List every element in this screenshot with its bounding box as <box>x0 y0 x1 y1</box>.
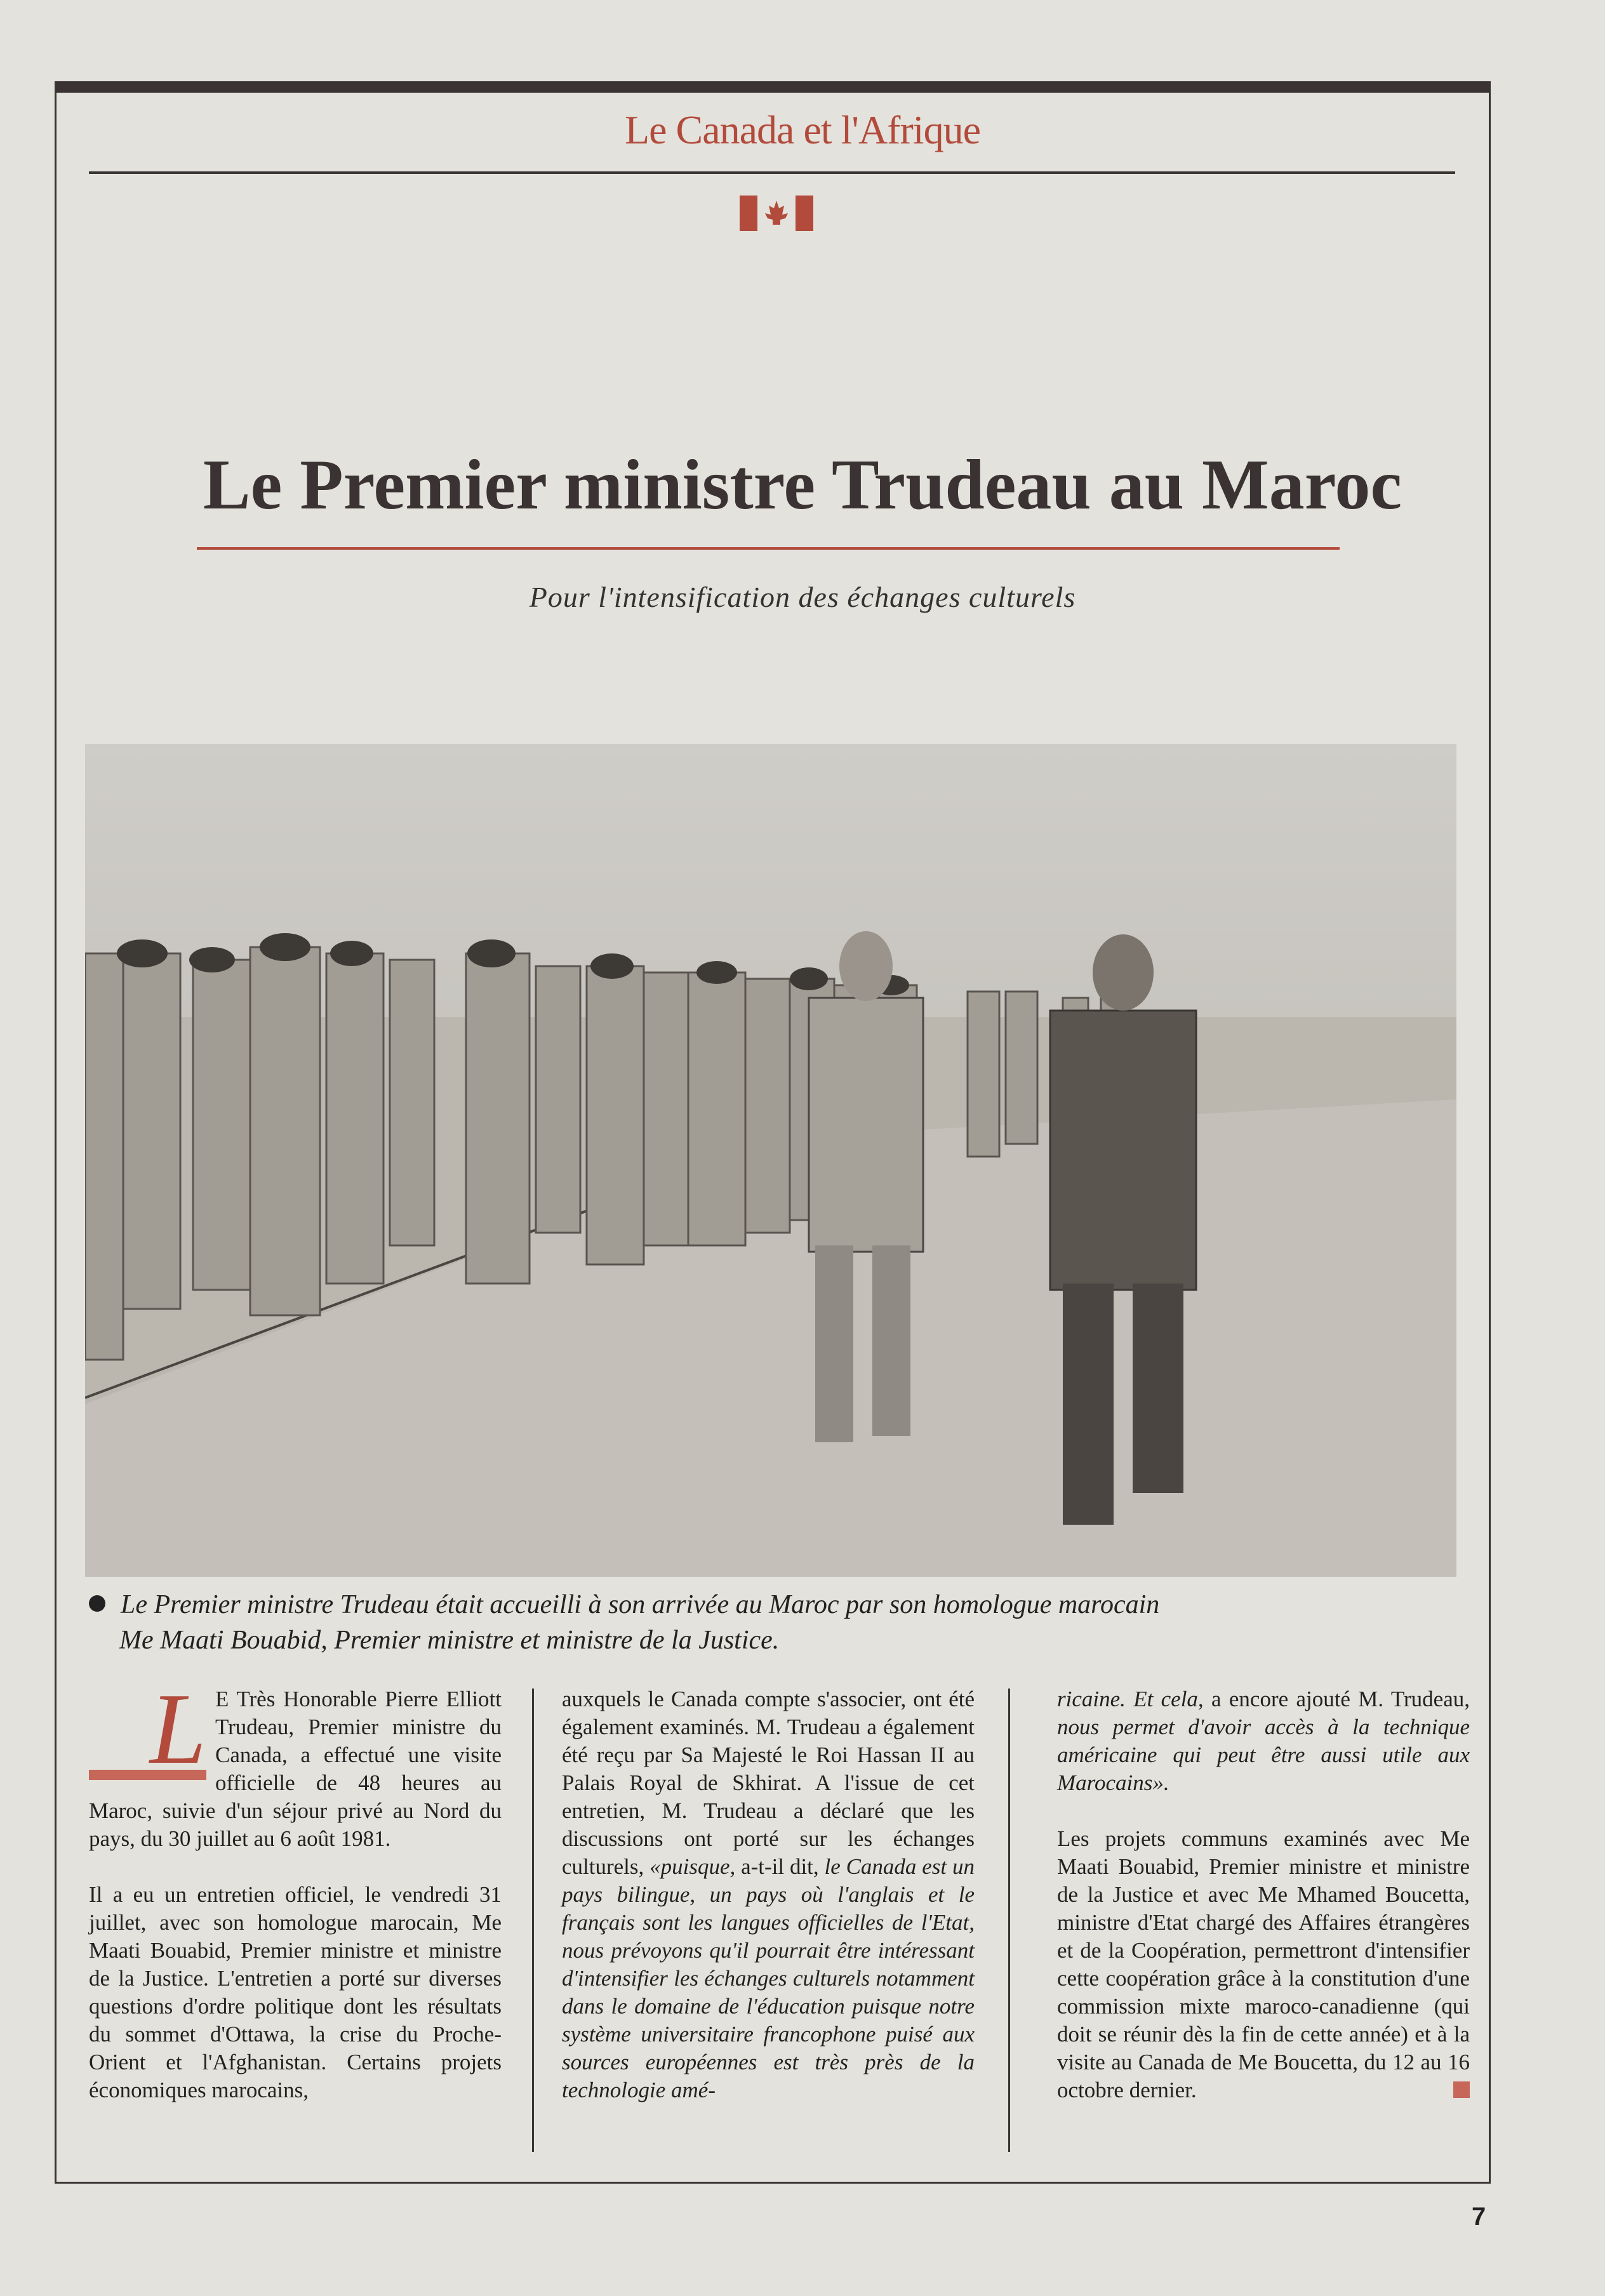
paragraph-3-attribution: a-t-il dit, <box>735 1854 825 1879</box>
quote-end: nous permet d'avoir accès à la technique américaine qui peut être aussi utile aux Marocains». <box>1057 1715 1470 1795</box>
paragraph-4 <box>1057 1685 1470 1797</box>
headline-rule <box>197 547 1340 550</box>
paragraph-3-text: auxquels le Canada compte s'associer, ont été également examinés. M. Trudeau a également été reçu par Sa Majesté le Roi Hassan II au Palais Royal de Skhirat. A l'issue de cet entretien, M. Trudeau a déclaré que les discussions ont porté sur les échanges culturels, <box>562 1687 975 1879</box>
paragraph-4-attribution: a encore ajouté M. Trudeau, <box>1203 1687 1470 1711</box>
drop-cap: L <box>89 1685 206 1780</box>
news-photo <box>85 744 1456 1577</box>
caption-line-1: Le Premier ministre Trudeau était accueilli à son arrivée au Maroc par son homologue marocain <box>121 1590 1160 1619</box>
paragraph-5 <box>1057 1825 1470 2104</box>
masthead: Le Canada et l'Afrique <box>625 107 980 152</box>
end-mark-icon <box>1453 2081 1470 2098</box>
quote-continued: ricaine. Et cela, <box>1057 1687 1204 1711</box>
caption-line-2: Me Maati Bouabid, Premier ministre et ministre de la Justice. <box>119 1626 780 1655</box>
bullet-icon <box>89 1595 105 1612</box>
photo-caption <box>89 1587 1486 1658</box>
article-column-3 <box>1057 1685 1470 2132</box>
paragraph-1 <box>89 1672 502 1853</box>
quote-text: le Canada est un pays bilingue, un pays où l'anglais et le français sont les langues officielles de l'Etat, nous prévoyons qu'il pourrait être intéressant d'intensifier les échanges culturels notamment dans le domaine de l'éducation puisque notre système universitaire francophone puisé aux sources européennes est très près de la technologie amé- <box>562 1854 975 2102</box>
column-divider-2 <box>1008 1689 1010 2152</box>
page-number: 7 <box>1472 2203 1486 2231</box>
paragraph-5-text: Les projets communs examinés avec Me Maati Bouabid, Premier ministre et ministre de la Justice et avec Me Mhamed Boucetta, ministre d'Etat chargé des Affaires étrangères et de la Coopération, permettront d'intensifier cette coopération grâce à la constitution d'une commission mixte maroco-canadienne (qui doit se réunir dès la fin de cette année) et à la visite au Canada de Me Boucetta, du 12 au 16 octobre dernier. <box>1057 1826 1470 2102</box>
headline: Le Premier ministre Trudeau au Maroc <box>203 446 1402 524</box>
column-divider-1 <box>532 1689 534 2152</box>
masthead-rule <box>89 171 1455 174</box>
paragraph-3 <box>562 1685 975 2104</box>
quote-start: «puisque, <box>649 1854 736 1879</box>
paragraph-2: Il a eu un entretien officiel, le vendredi 31 juillet, avec son homologue marocain, Me Maati Bouabid, Premier ministre et ministre de la Justice. L'entretien a porté sur diverses questions d'ordre politique dont les résultats du sommet d'Ottawa, la crise du Proche-Orient et l'Afghanistan. Certains projets économiques marocains, <box>89 1882 502 2102</box>
article-column-1 <box>89 1672 502 2132</box>
article-column-2 <box>562 1685 975 2132</box>
canada-flag-icon <box>740 196 813 231</box>
subhead: Pour l'intensification des échanges culturels <box>529 581 1076 613</box>
guard-of-honour-photo-icon <box>85 744 1456 1577</box>
paragraph-1-text: E Très Honorable Pierre Elliott Trudeau, Premier ministre du Canada, a effectué une visite officielle de 48 heures au Maroc, suivie d'un séjour privé au Nord du pays, du 30 juillet au 6 août 1981. <box>89 1687 502 1851</box>
